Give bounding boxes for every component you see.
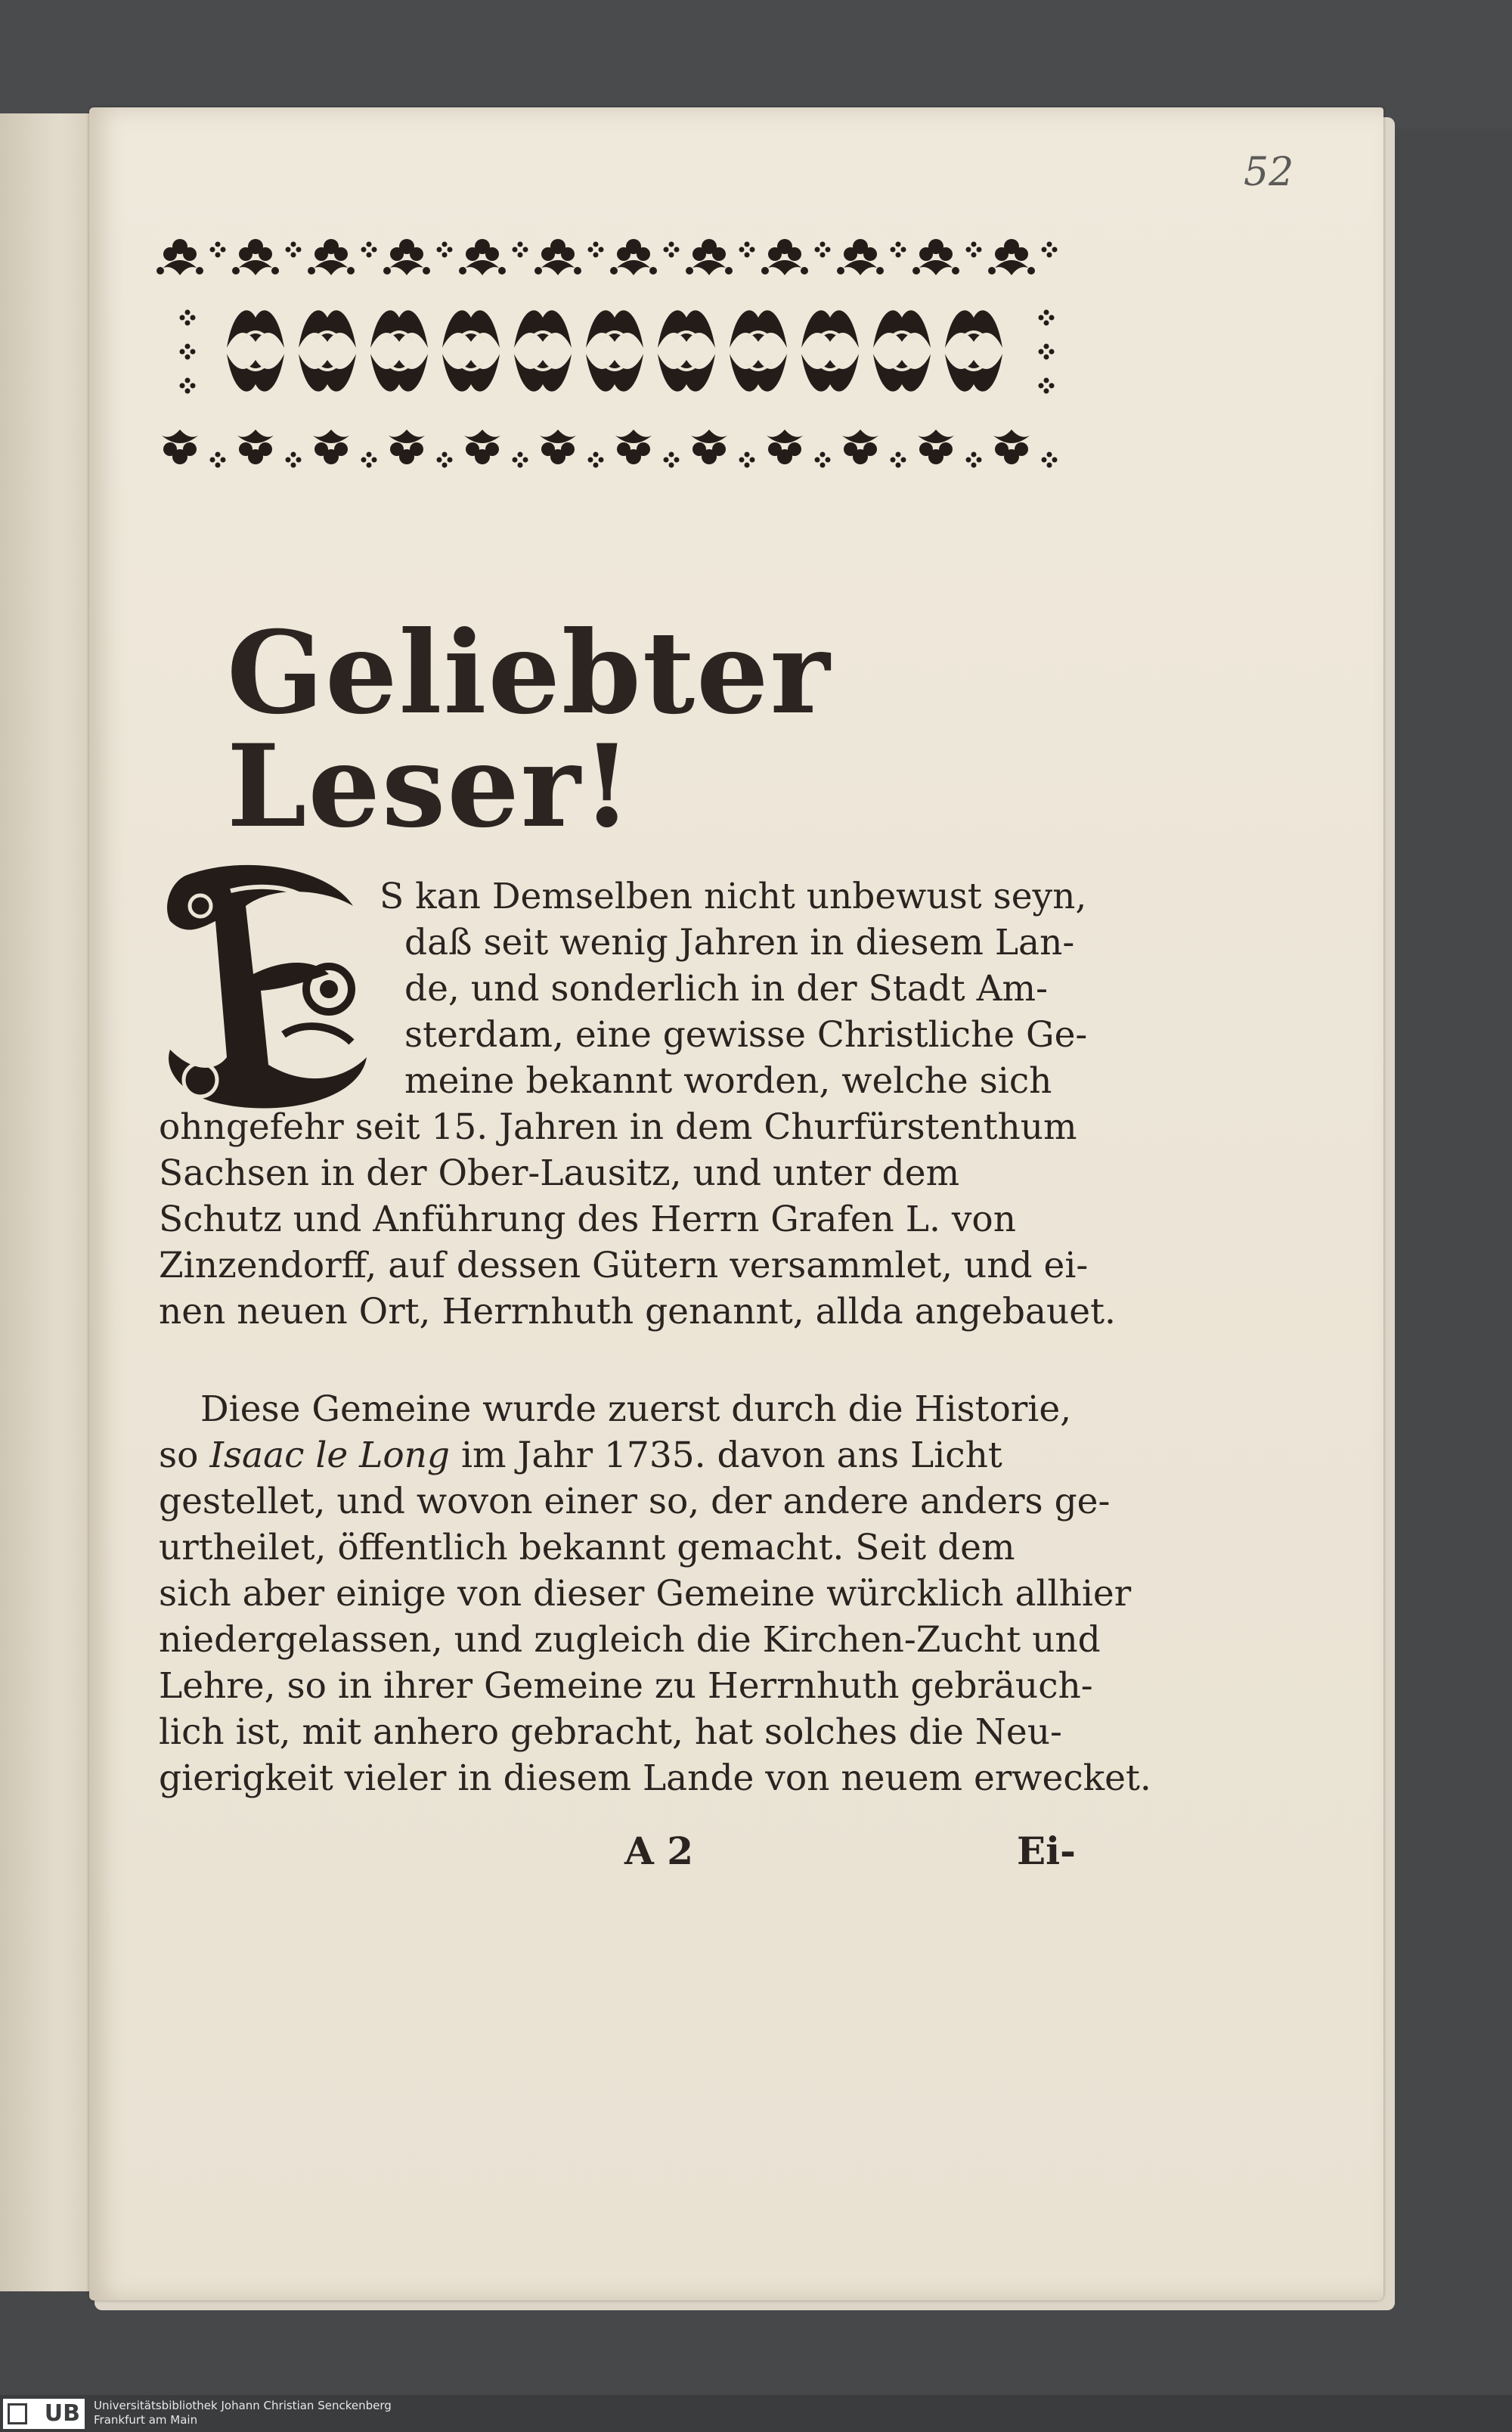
text-line: ohngefehr seit 15. Jahren in dem Churfürstenthum <box>159 1106 1077 1148</box>
text-line: S kan Demselben nicht unbewust seyn, <box>380 876 1087 917</box>
text-segment: so <box>159 1435 210 1476</box>
text-line <box>159 1432 1089 1478</box>
text-line: sich aber einige von dieser Gemeine würcklich allhier <box>159 1573 1132 1615</box>
text-line: gestellet, und wovon einer so, der andere anders ge- <box>159 1481 1111 1522</box>
text-line: gierigkeit vieler in diesem Lande von neuem erwecket. <box>159 1757 1151 1799</box>
text-line: niedergelassen, und zugleich die Kirchen-Zucht und <box>159 1619 1101 1661</box>
text-line: Schutz und Anführung des Herrn Grafen L. von <box>159 1199 1016 1240</box>
signature-mark: A 2 <box>624 1829 693 1873</box>
library-location: Frankfurt am Main <box>94 2413 198 2427</box>
text-line: de, und sonderlich in der Stadt Am- <box>404 968 1048 1010</box>
text-line: sterdam, eine gewisse Christliche Ge- <box>404 1014 1088 1056</box>
facing-page-edge <box>0 113 98 2291</box>
library-credit <box>94 2399 392 2427</box>
paragraph-1 <box>159 873 1116 1335</box>
text-line: Sachsen in der Ober-Lausitz, und unter dem <box>159 1152 960 1194</box>
text-line: Zinzendorff, auf dessen Gütern versammlet, und ei- <box>159 1245 1089 1286</box>
library-name: Universitätsbibliothek Johann Christian Senckenberg <box>94 2399 392 2412</box>
library-footer-bar <box>0 2395 1512 2432</box>
page-heading: Geliebter Leser! <box>227 606 832 853</box>
logo-text: UB <box>44 2400 80 2427</box>
text-line: Lehre, so in ihrer Gemeine zu Herrnhuth gebräuch- <box>159 1665 1093 1707</box>
logo-mark-icon <box>8 2403 27 2424</box>
text-line: nen neuen Ort, Herrnhuth genannt, allda angebauet. <box>159 1291 1116 1332</box>
text-line: lich ist, mit anhero gebracht, hat solches die Neu- <box>159 1711 1062 1753</box>
paragraph-2 <box>159 1386 1151 1801</box>
author-name-italic: Isaac le Long <box>209 1435 450 1476</box>
text-line: meine bekannt worden, welche sich <box>404 1060 1052 1102</box>
text-line: Diese Gemeine wurde zuerst durch die Historie, <box>200 1388 1072 1430</box>
catchword: Ei- <box>1017 1829 1076 1873</box>
decorative-headpiece <box>150 219 1084 498</box>
folio-pencil-mark: 52 <box>1244 150 1294 195</box>
text-line: urtheilet, öffentlich bekannt gemacht. Seit dem <box>159 1527 1015 1568</box>
text-segment: im Jahr 1735. davon ans Licht <box>450 1435 1002 1476</box>
ub-logo <box>3 2399 85 2429</box>
text-line: daß seit wenig Jahren in diesem Lan- <box>404 922 1075 963</box>
